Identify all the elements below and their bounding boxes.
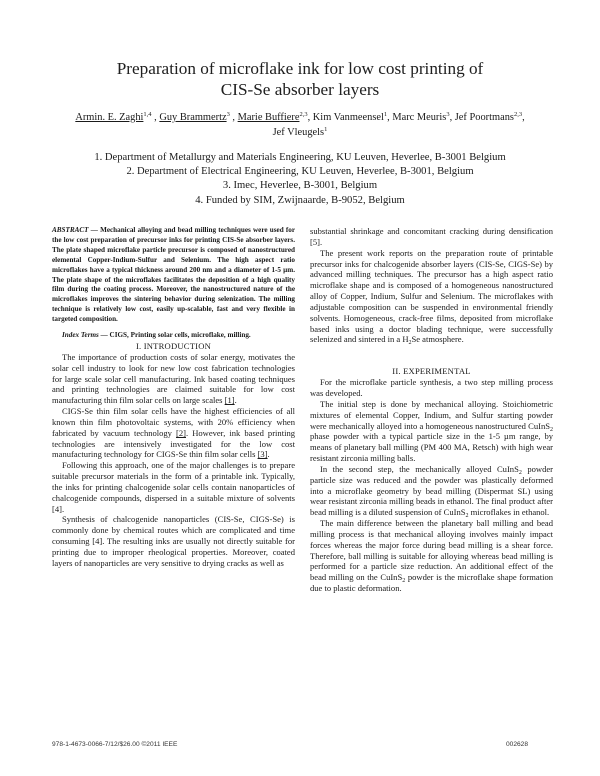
author-affil: 1 xyxy=(383,111,388,118)
author-sep: , xyxy=(229,112,238,123)
author-name: Guy Brammertz xyxy=(159,112,227,123)
author-name: Marie Buffiere xyxy=(237,112,300,123)
body-text: microflakes in ethanol. xyxy=(468,507,550,518)
index-terms-text: CIGS, Printing solar cells, microflake, milling. xyxy=(107,331,251,340)
body-text: Se atmosphere. xyxy=(411,334,464,345)
title-line-1: Preparation of microflake ink for low cost printing of xyxy=(116,59,484,78)
intro-text: . However, ink based printing technologies are intensively investigated for the low cost manufacturing technology for CIGS-Se thin film solar cells xyxy=(52,427,295,460)
citation-link[interactable]: [2] xyxy=(176,427,186,438)
author-affil: 1,4 xyxy=(143,111,152,118)
body-paragraph: substantial shrinkage and concomitant cracking during densification [5]. xyxy=(310,226,553,247)
body-paragraph: For the microflake particle synthesis, a two step milling process was developed. xyxy=(310,377,553,398)
body-text: The initial step is done by mechanical alloying. Stoichiometric mixtures of elemental Copper, Indium, and Sulfur starting powder were mechanically alloyed into a homogeneous nanostructured CuInS xyxy=(310,398,553,431)
title-line-2: CIS-Se absorber layers xyxy=(220,80,380,99)
body-text: powder particle size was reduced and the powder was plastically deformed into a microflake geometry by bead milling (Dispermat SL) using wear resistant zirconia milling beads in ethanol. The final product after bead milling is a diluted suspension of CuInS xyxy=(310,463,553,518)
body-text: In the second step, the mechanically alloyed CuInS xyxy=(320,463,519,474)
body-paragraph xyxy=(310,248,553,346)
affiliation: 3. Imec, Heverlee, B-3001, Belgium xyxy=(222,180,378,192)
footer-page-number: 002628 xyxy=(506,741,529,748)
body-paragraph xyxy=(310,399,553,464)
author-affil: 3 xyxy=(226,111,230,118)
affiliations xyxy=(40,151,560,208)
abstract-label: ABSTRACT — xyxy=(52,226,98,234)
index-terms xyxy=(52,331,295,341)
index-terms-label: Index Terms — xyxy=(62,331,108,340)
footer-isbn: 978-1-4673-0066-7/12/$26.00 ©2011 IEEE xyxy=(52,741,178,748)
intro-paragraph: Synthesis of chalcogenide nanoparticles (CIS-Se, CIGS-Se) is commonly done by chemical routes which are complicated and time consuming [4]. The resulting inks are usually not directly suitable for printing due to improper rheological properties. Moreover, coated layers of nanoparticles are very sensitive to drying cracks as well as xyxy=(52,514,295,568)
subscript: 2 xyxy=(518,469,522,476)
affiliation: 2. Department of Electrical Engineering, KU Leuven, Heverlee, B-3001, Belgium xyxy=(126,166,474,178)
body-text: The present work reports on the preparation route of printable precursor inks for chalcogenide absorber layers (CIS-Se, CIGS-Se) by advanced milling techniques. The precursor has a high aspect ratio microflake shape and is composed of a homogeneous nanostructured alloy of Copper, Indium, Sulfur and Selenium. The microflakes with adjustable composition can be suspended in environmental friendly solvents. Homogeneous, crack-free films, deposited from microflake based inks using a doctor blading technique, were successfully selenized and sintered in a H xyxy=(310,247,553,345)
section-heading-introduction: I. INTRODUCTION xyxy=(135,340,212,351)
affiliation: 1. Department of Metallurgy and Materials Engineering, KU Leuven, Heverlee, B-3001 Belgium xyxy=(94,152,506,163)
subscript: 2 xyxy=(408,340,412,347)
citation-link[interactable]: [3] xyxy=(257,449,268,460)
author-list xyxy=(44,110,556,140)
author-name: Armin. E. Zaghi xyxy=(75,112,144,123)
author-sep: , xyxy=(151,112,160,123)
author-name: Marc Meuris xyxy=(392,112,447,123)
author-sep: , xyxy=(449,112,455,123)
author-name: Jef Poortmans xyxy=(454,112,514,123)
section-heading-experimental: II. EXPERIMENTAL xyxy=(392,366,471,377)
subscript: 2 xyxy=(402,578,406,585)
subscript: 2 xyxy=(550,426,553,433)
body-paragraph xyxy=(310,464,553,518)
subscript: 2 xyxy=(465,513,469,520)
right-column xyxy=(310,226,553,594)
author-affil: 2,3 xyxy=(299,111,308,118)
body-text: phase powder with a typical particle size in the 1-5 µm range, by means of planetary ball milling (PM 400 MA, Retsch) with high wear resistant zirconia milling balls. xyxy=(310,431,553,464)
abstract xyxy=(52,226,295,325)
intro-paragraph: The importance of production costs of solar energy, motivates the solar cell industry to look for new low cost fabrication technologies for large scale solar cell manufacturing. Ink based coating techniques and printing technologies are claimed suitable for low cost manufacturing thin film solar cells on large scales [1]. xyxy=(52,351,295,406)
author-affil: 3 xyxy=(446,111,450,118)
body-text: The main difference between the planetary ball milling and bead milling process is that mechanical alloying involves mainly impact forces whereas the major force during bead milling is a shear force. Therefore, ball milling is suitable for alloying whereas bead milling is performed for a particle size reduction. An additional effect of the bead milling on the CuInS xyxy=(310,518,553,583)
author-affil: 2,3 xyxy=(513,111,523,118)
paper-title xyxy=(60,58,540,100)
author-name: Kim Vanmeensel xyxy=(312,112,384,123)
intro-paragraph: Following this approach, one of the major challenges is to prepare suitable precursor materials in the form of a printable ink. Typically, the inks for printing chalcogenide solar cells contain nanoparticles of chalcogenide compounds, dispersed in a suitable mixture of solvents [4]. xyxy=(52,460,295,514)
author-sep: , xyxy=(307,112,313,123)
abstract-text: Mechanical alloying and bead milling techniques were used for the low cost preparation of precursor inks for printing CIS-Se absorber layers. The plate shaped microflake particle precursor is composed of nanostructured elemental Copper-Indium-Sulfur and Selenium. The high aspect ratio microflakes have a typical thickness around 200 nm and a diameter of 1-5 µm. The plate shape of the microflakes facilitates the deposition of a high quality film during the coating process. Moreover, the nanostructured nature of the microflakes improves the sintering behavior during selenization. The milling technique is relatively low cost, easily up-scalable, fast and very flexible in targeted composition. xyxy=(52,226,295,324)
intro-text: The importance of production costs of solar energy, motivates the solar cell industry to look for new low cost fabrication technologies for large scale solar cell manufacturing. Ink based coating techniques and printing technologies are claimed suitable for low cost manufacturing thin film solar cells on large scales xyxy=(52,351,295,406)
left-column xyxy=(52,226,295,569)
citation-link[interactable]: [1] xyxy=(224,395,235,406)
intro-paragraph: CIGS-Se thin film solar cells have the highest efficiencies of all known thin film photovoltaic systems, with 20% efficiency when fabricated by vacuum technology [2]. However, ink based printing technologies are intensively investigated for the low cost manufacturing technology for CIGS-Se thin film solar cells [3]. xyxy=(52,406,295,460)
affiliation: 4. Funded by SIM, Zwijnaarde, B-9052, Belgium xyxy=(195,194,405,206)
author-sep: , xyxy=(522,112,525,123)
author-name: Jef Vleugels xyxy=(272,127,325,138)
author-affil: 1 xyxy=(324,126,328,133)
intro-text: CIGS-Se thin film solar cells have the highest efficiencies of all known thin film photovoltaic systems, with 20% efficiency when fabricated by vacuum technology xyxy=(52,406,295,438)
body-text: powder is the microflake shape formation due to plastic deformation. xyxy=(310,572,553,594)
author-sep: , xyxy=(387,112,393,123)
body-paragraph xyxy=(310,518,553,594)
